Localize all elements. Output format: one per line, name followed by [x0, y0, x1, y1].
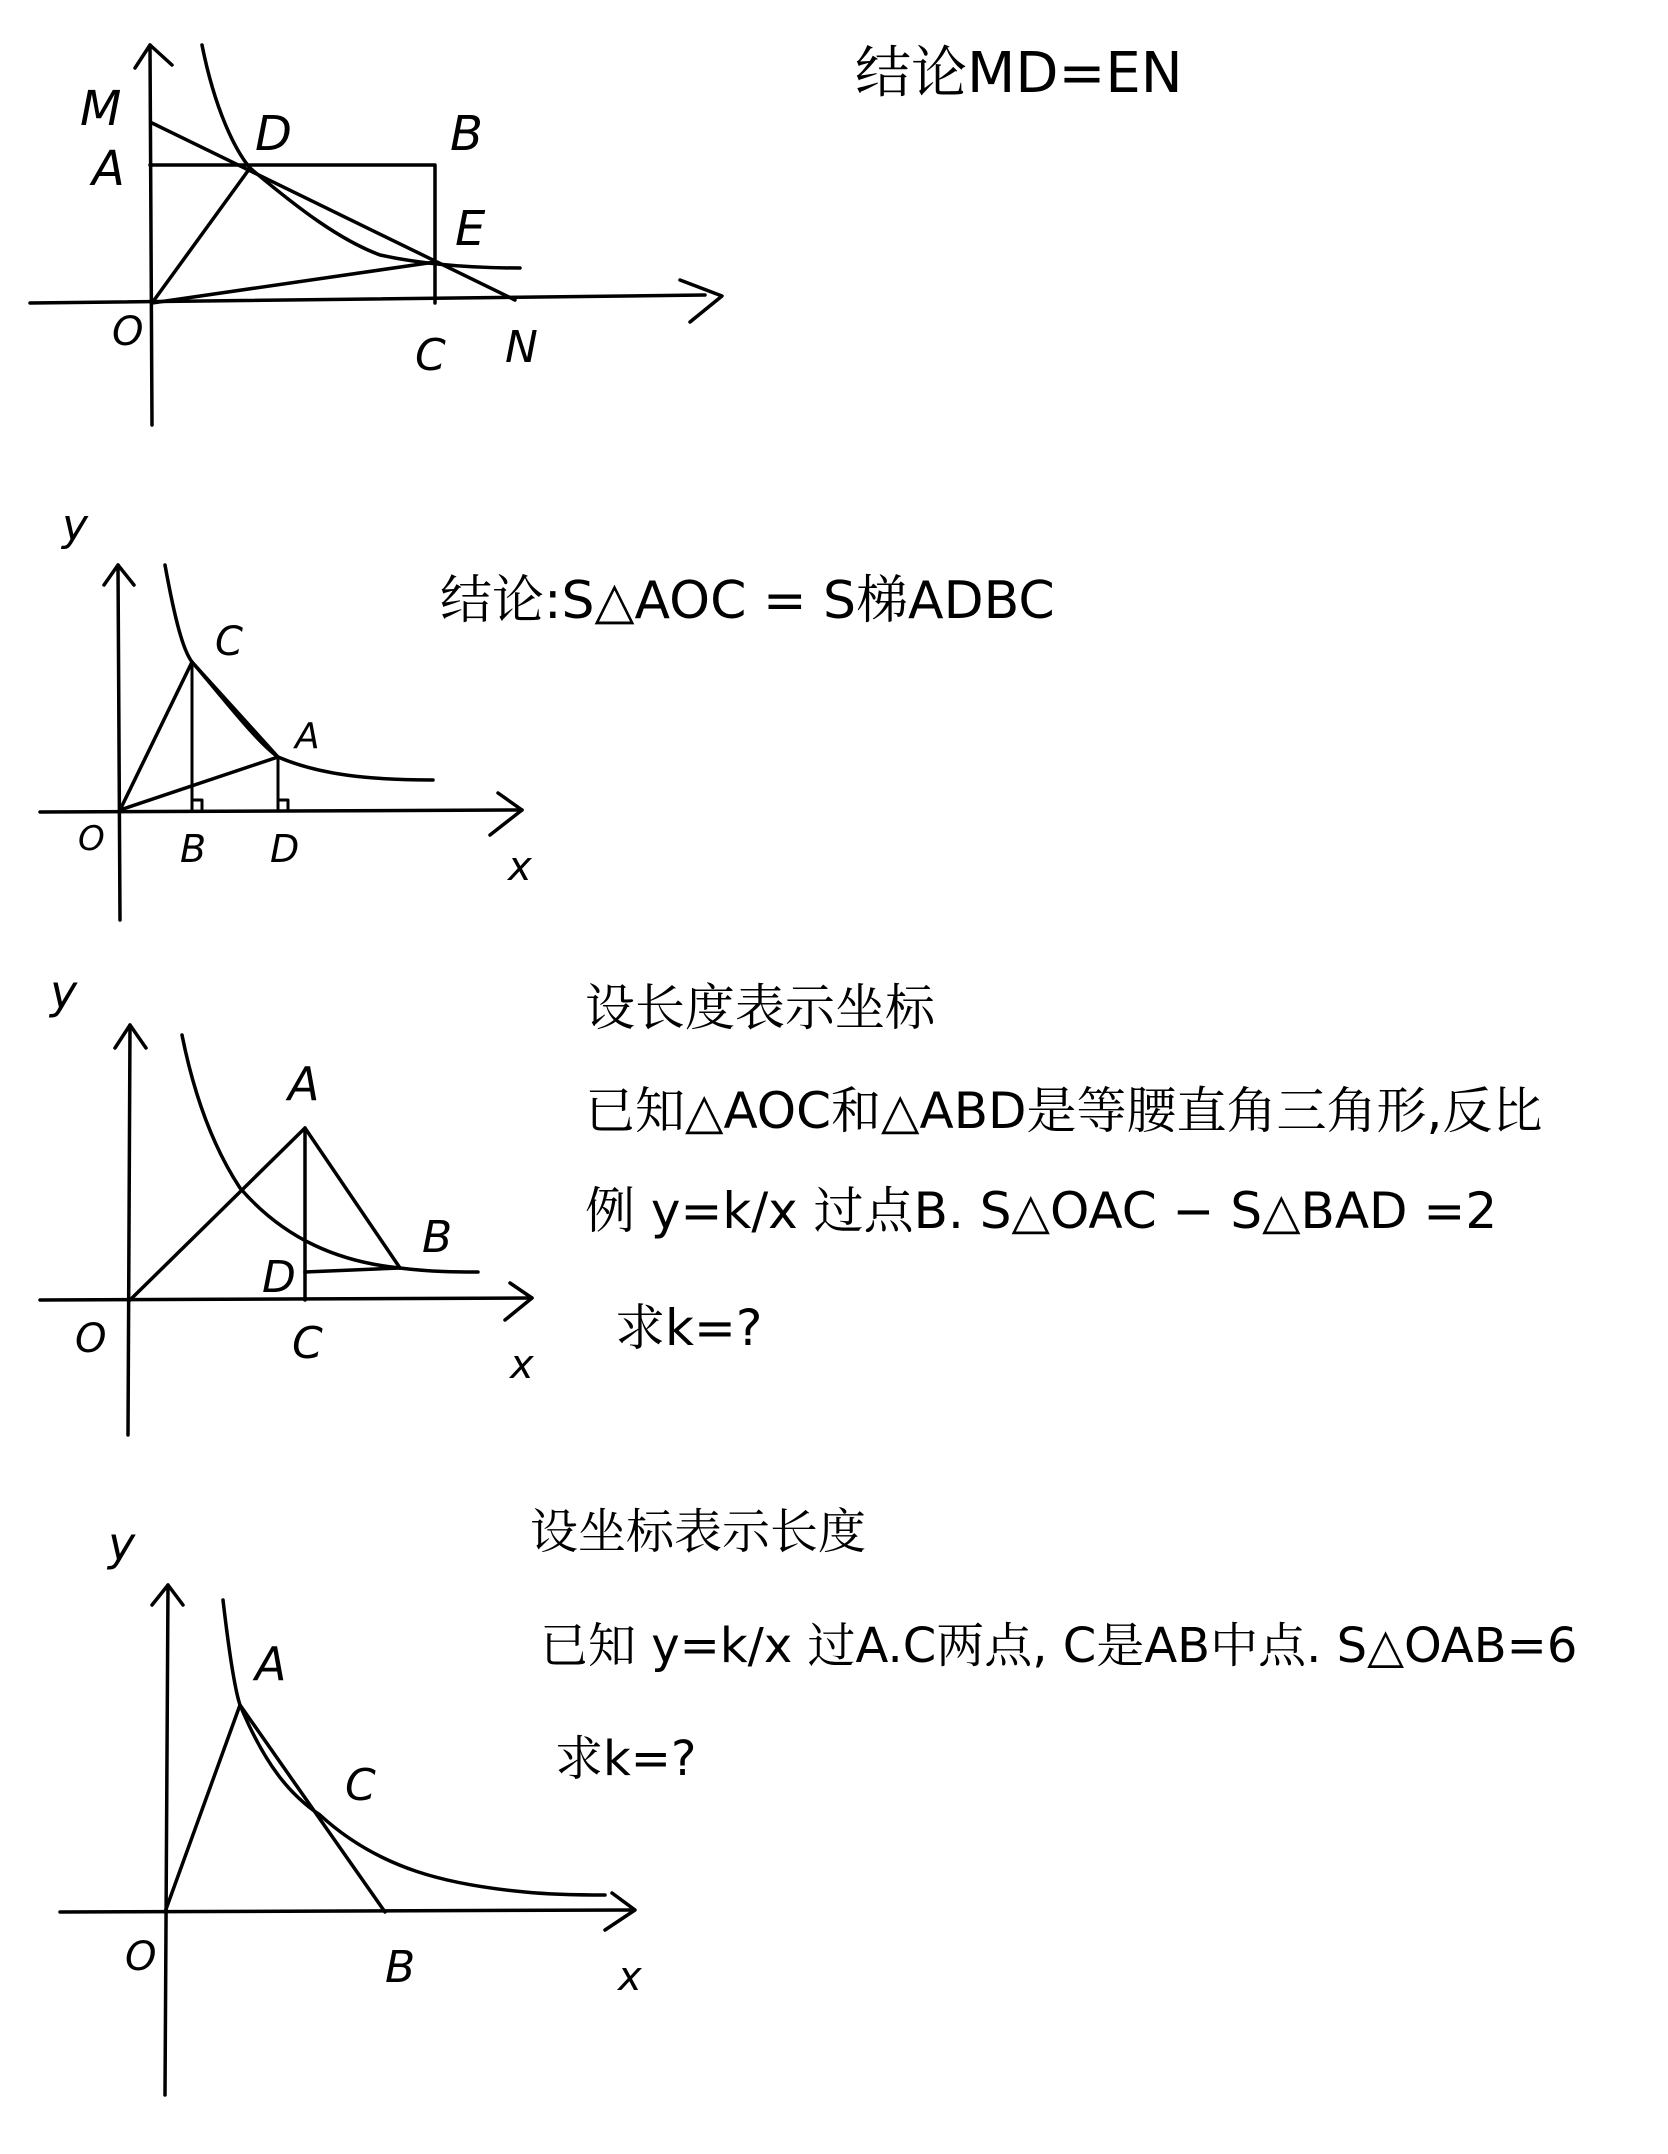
d2-label-B: B [180, 827, 207, 871]
d4-label-C: C [345, 1760, 376, 1811]
d2-label-D: D [270, 827, 300, 871]
d4-label-B: B [385, 1942, 416, 1993]
d2-label-A: A [295, 716, 320, 757]
d4-y-axis [165, 1585, 168, 2095]
d2-label-O: O [78, 819, 105, 859]
d1-label-E: E [455, 201, 486, 257]
d1-x-arrow [680, 280, 722, 322]
d1-label-M: M [80, 81, 122, 137]
d1-label-B: B [450, 106, 483, 162]
d2-y-axis [118, 565, 120, 920]
d3-label-C: C [292, 1318, 323, 1369]
d1-conclusion: 结论MD=EN [855, 41, 1183, 106]
d3-label-B: B [422, 1212, 453, 1263]
d1-y-axis [150, 45, 152, 425]
d1-segment-OD [152, 168, 250, 303]
diagram-1 [30, 41, 1183, 425]
d4-heading: 设坐标表示长度 [530, 1504, 867, 1560]
d4-label-y: y [108, 1517, 136, 1571]
d1-label-O: O [112, 309, 144, 355]
d2-label-y: y [62, 500, 89, 551]
d3-y-axis [128, 1025, 130, 1435]
d1-label-N: N [505, 322, 538, 373]
d1-label-A: A [92, 141, 125, 197]
d4-label-x: x [618, 1954, 642, 2000]
d1-y-arrow [135, 45, 172, 68]
d1-label-C: C [415, 330, 446, 381]
d1-x-axis [30, 295, 705, 303]
d1-segment-OE [152, 262, 435, 303]
d3-line-3: 求k=? [615, 1299, 763, 1357]
d3-line-1: 已知△AOC和△ABD是等腰直角三角形,反比 [585, 1082, 1543, 1140]
diagram-2 [40, 500, 1055, 920]
d4-label-A: A [255, 1637, 287, 1691]
d3-segment-DB [305, 1268, 400, 1272]
d2-x-axis [40, 810, 522, 812]
d2-label-C: C [215, 619, 243, 665]
d2-conclusion: 结论:S△AOC = S梯ADBC [440, 571, 1055, 631]
d2-label-x: x [508, 844, 532, 890]
d4-line-2: 求k=? [555, 1731, 697, 1787]
d4-x-axis [60, 1910, 632, 1912]
diagram-4 [60, 1504, 1577, 2095]
d2-x-arrow [490, 793, 522, 835]
d1-label-D: D [255, 106, 292, 162]
d4-line-1: 已知 y=k/x 过A.C两点, C是AB中点. S△OAB=6 [540, 1618, 1578, 1674]
d3-label-y: y [50, 965, 78, 1019]
diagram-3 [40, 965, 1542, 1435]
d3-heading: 设长度表示坐标 [585, 979, 935, 1037]
d3-label-D: D [262, 1252, 296, 1303]
d4-label-O: O [125, 1934, 157, 1980]
d3-x-arrow [505, 1283, 532, 1320]
d3-label-A: A [288, 1057, 320, 1111]
d3-label-x: x [510, 1342, 534, 1388]
d3-line-2: 例 y=k/x 过点B. S△OAC − S△BAD =2 [585, 1182, 1498, 1240]
d3-label-O: O [75, 1316, 107, 1362]
